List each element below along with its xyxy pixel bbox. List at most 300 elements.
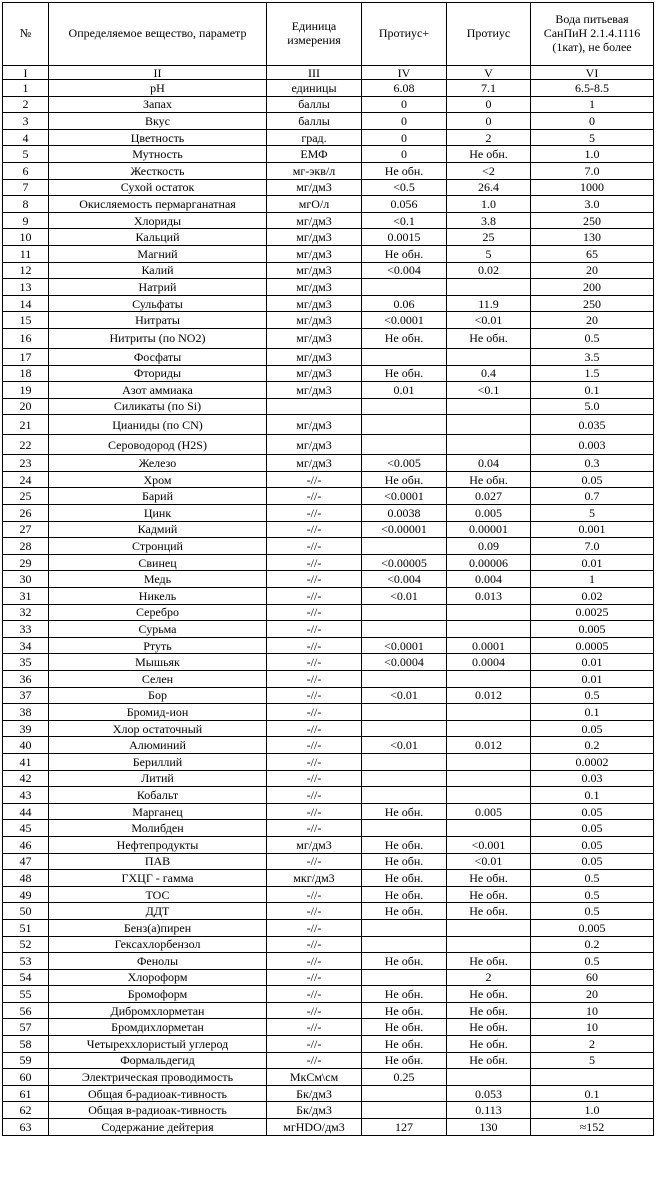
unit: мг/дм3 [267, 262, 362, 279]
norm-value: 0.003 [531, 435, 654, 455]
protius-plus-value: 0 [362, 146, 447, 163]
unit: -//- [267, 671, 362, 688]
parameter-name: Ртуть [49, 637, 267, 654]
row-number: 26 [3, 505, 49, 522]
table-row [3, 637, 654, 654]
unit: -//- [267, 820, 362, 837]
protius-plus-value [362, 787, 447, 804]
norm-value: 1000 [531, 179, 654, 196]
protius-plus-value: <0.00001 [362, 521, 447, 538]
parameter-name: Бромоформ [49, 986, 267, 1003]
row-number: 29 [3, 554, 49, 571]
row-number: 15 [3, 312, 49, 329]
protius-value: Не обн. [447, 953, 531, 970]
table-row [3, 129, 654, 146]
row-number: 23 [3, 455, 49, 472]
protius-plus-value [362, 415, 447, 435]
roman-cell: II [49, 66, 267, 80]
table-row [3, 538, 654, 555]
protius-plus-value: Не обн. [362, 853, 447, 870]
unit: -//- [267, 654, 362, 671]
norm-value: 1.5 [531, 365, 654, 382]
unit: мг/дм3 [267, 179, 362, 196]
row-number: 19 [3, 382, 49, 399]
table-row [3, 986, 654, 1003]
table-row [3, 382, 654, 399]
unit: -//- [267, 803, 362, 820]
roman-cell: I [3, 66, 49, 80]
protius-plus-value [362, 671, 447, 688]
protius-value [447, 720, 531, 737]
norm-value: 0.0005 [531, 637, 654, 654]
unit: -//- [267, 919, 362, 936]
roman-cell: VI [531, 66, 654, 80]
row-number: 41 [3, 753, 49, 770]
roman-cell: IV [362, 66, 447, 80]
norm-value [531, 1069, 654, 1086]
row-number: 18 [3, 365, 49, 382]
protius-value: 5 [447, 245, 531, 262]
norm-value: 1.0 [531, 1102, 654, 1119]
parameter-name: Бор [49, 687, 267, 704]
row-number: 61 [3, 1085, 49, 1102]
table-row [3, 588, 654, 605]
row-number: 44 [3, 803, 49, 820]
unit: -//- [267, 588, 362, 605]
unit: Бк/дм3 [267, 1102, 362, 1119]
row-number: 53 [3, 953, 49, 970]
norm-value: 0.01 [531, 654, 654, 671]
table-row [3, 571, 654, 588]
table-row [3, 886, 654, 903]
parameter-name: ПАВ [49, 853, 267, 870]
norm-value: 5 [531, 505, 654, 522]
unit: -//- [267, 604, 362, 621]
protius-plus-value [362, 538, 447, 555]
protius-plus-value: <0.0004 [362, 654, 447, 671]
header-protius-plus: Протиус+ [362, 3, 447, 66]
row-number: 16 [3, 328, 49, 348]
protius-value [447, 398, 531, 415]
table-row [3, 1102, 654, 1119]
protius-value: 0.013 [447, 588, 531, 605]
parameter-name: Бериллий [49, 753, 267, 770]
protius-value: Не обн. [447, 903, 531, 920]
protius-plus-value: <0.01 [362, 588, 447, 605]
parameter-name: Нефтепродукты [49, 836, 267, 853]
protius-value: 0.004 [447, 571, 531, 588]
table-row [3, 196, 654, 213]
table-row [3, 903, 654, 920]
norm-value: 250 [531, 212, 654, 229]
protius-value: 0.012 [447, 687, 531, 704]
row-number: 27 [3, 521, 49, 538]
protius-plus-value: <0.1 [362, 212, 447, 229]
norm-value: 0 [531, 113, 654, 130]
unit: Бк/дм3 [267, 1085, 362, 1102]
row-number: 25 [3, 488, 49, 505]
protius-plus-value: <0.01 [362, 687, 447, 704]
unit: мг/дм3 [267, 229, 362, 246]
parameter-name: Никель [49, 588, 267, 605]
parameter-name: Мышьяк [49, 654, 267, 671]
protius-plus-value: Не обн. [362, 903, 447, 920]
protius-value: <2 [447, 162, 531, 179]
norm-value: 0.5 [531, 870, 654, 887]
table-row [3, 179, 654, 196]
row-number: 3 [3, 113, 49, 130]
parameter-name: Натрий [49, 279, 267, 296]
protius-value [447, 704, 531, 721]
parameter-name: Нитраты [49, 312, 267, 329]
unit: мг/дм3 [267, 212, 362, 229]
norm-value: 0.5 [531, 687, 654, 704]
parameter-name: Формальдегид [49, 1052, 267, 1069]
protius-plus-value [362, 398, 447, 415]
protius-plus-value: Не обн. [362, 1002, 447, 1019]
protius-plus-value: <0.5 [362, 179, 447, 196]
table-row [3, 262, 654, 279]
unit: мг/дм3 [267, 279, 362, 296]
row-number: 52 [3, 936, 49, 953]
norm-value: 0.01 [531, 554, 654, 571]
parameter-name: Сухой остаток [49, 179, 267, 196]
row-number: 5 [3, 146, 49, 163]
water-analysis-table [2, 2, 654, 1136]
protius-value: 26.4 [447, 179, 531, 196]
protius-value: <0.001 [447, 836, 531, 853]
parameter-name: Селен [49, 671, 267, 688]
norm-value: ≈152 [531, 1119, 654, 1136]
protius-plus-value [362, 348, 447, 365]
table-row [3, 554, 654, 571]
parameter-name: Свинец [49, 554, 267, 571]
table-row [3, 820, 654, 837]
protius-plus-value: <0.004 [362, 571, 447, 588]
unit: -//- [267, 903, 362, 920]
row-number: 51 [3, 919, 49, 936]
protius-value: Не обн. [447, 870, 531, 887]
unit: -//- [267, 787, 362, 804]
norm-value: 7.0 [531, 538, 654, 555]
table-row [3, 435, 654, 455]
parameter-name: Хром [49, 471, 267, 488]
table-row [3, 753, 654, 770]
row-number: 10 [3, 229, 49, 246]
table-row [3, 398, 654, 415]
row-number: 22 [3, 435, 49, 455]
protius-plus-value: Не обн. [362, 471, 447, 488]
header-unit: Единица измерения [267, 3, 362, 66]
protius-plus-value [362, 279, 447, 296]
norm-value: 0.3 [531, 455, 654, 472]
protius-value [447, 919, 531, 936]
protius-value: 7.1 [447, 80, 531, 97]
norm-value: 3.0 [531, 196, 654, 213]
row-number: 40 [3, 737, 49, 754]
row-number: 6 [3, 162, 49, 179]
row-number: 57 [3, 1019, 49, 1036]
norm-value: 0.05 [531, 836, 654, 853]
protius-plus-value: 6.08 [362, 80, 447, 97]
row-number: 43 [3, 787, 49, 804]
protius-value: 0.02 [447, 262, 531, 279]
table-row [3, 671, 654, 688]
parameter-name: Общая в-радиоак-тивность [49, 1102, 267, 1119]
parameter-name: Сурьма [49, 621, 267, 638]
protius-plus-value: Не обн. [362, 365, 447, 382]
parameter-name: Фториды [49, 365, 267, 382]
roman-cell: III [267, 66, 362, 80]
table-row [3, 687, 654, 704]
norm-value: 1 [531, 96, 654, 113]
norm-value: 0.01 [531, 671, 654, 688]
parameter-name: ДДТ [49, 903, 267, 920]
parameter-name: Сероводород (H2S) [49, 435, 267, 455]
parameter-name: Кадмий [49, 521, 267, 538]
protius-value [447, 279, 531, 296]
parameter-name: Хлориды [49, 212, 267, 229]
protius-plus-value [362, 1085, 447, 1102]
protius-value: 0.053 [447, 1085, 531, 1102]
parameter-name: Бенз(а)пирен [49, 919, 267, 936]
table-row [3, 936, 654, 953]
row-number: 59 [3, 1052, 49, 1069]
protius-value: Не обн. [447, 1019, 531, 1036]
table-row [3, 1002, 654, 1019]
table-row [3, 704, 654, 721]
norm-value: 0.5 [531, 886, 654, 903]
parameter-name: Стронций [49, 538, 267, 555]
norm-value: 0.1 [531, 704, 654, 721]
unit: -//- [267, 687, 362, 704]
unit: -//- [267, 1019, 362, 1036]
row-number: 13 [3, 279, 49, 296]
protius-value: <0.01 [447, 312, 531, 329]
protius-plus-value [362, 820, 447, 837]
unit: мг/дм3 [267, 312, 362, 329]
protius-plus-value: <0.004 [362, 262, 447, 279]
protius-value: 130 [447, 1119, 531, 1136]
norm-value: 0.05 [531, 820, 654, 837]
norm-value: 0.005 [531, 621, 654, 638]
row-number: 30 [3, 571, 49, 588]
row-number: 54 [3, 969, 49, 986]
parameter-name: Калий [49, 262, 267, 279]
protius-value: 0.027 [447, 488, 531, 505]
unit: -//- [267, 1052, 362, 1069]
row-number: 7 [3, 179, 49, 196]
parameter-name: Дибромхлорметан [49, 1002, 267, 1019]
protius-value: 0.0004 [447, 654, 531, 671]
parameter-name: Цветность [49, 129, 267, 146]
protius-value: Не обн. [447, 886, 531, 903]
row-number: 28 [3, 538, 49, 555]
norm-value: 0.2 [531, 936, 654, 953]
protius-value [447, 415, 531, 435]
protius-value: 0.0001 [447, 637, 531, 654]
table-row [3, 245, 654, 262]
row-number: 62 [3, 1102, 49, 1119]
protius-value [447, 604, 531, 621]
row-number: 9 [3, 212, 49, 229]
unit: -//- [267, 770, 362, 787]
unit: мкг/дм3 [267, 870, 362, 887]
table-row [3, 853, 654, 870]
norm-value: 0.1 [531, 787, 654, 804]
parameter-name: ТОС [49, 886, 267, 903]
protius-plus-value [362, 621, 447, 638]
norm-value: 0.05 [531, 720, 654, 737]
parameter-name: Силикаты (по Si) [49, 398, 267, 415]
unit: ЕМФ [267, 146, 362, 163]
protius-value: 0.4 [447, 365, 531, 382]
norm-value: 0.2 [531, 737, 654, 754]
protius-plus-value: Не обн. [362, 1019, 447, 1036]
table-row [3, 295, 654, 312]
table-row [3, 229, 654, 246]
table-row [3, 521, 654, 538]
parameter-name: Марганец [49, 803, 267, 820]
table-row [3, 279, 654, 296]
parameter-name: Фенолы [49, 953, 267, 970]
unit: -//- [267, 853, 362, 870]
row-number: 32 [3, 604, 49, 621]
table-row [3, 348, 654, 365]
unit: мг-экв/л [267, 162, 362, 179]
norm-value: 6.5-8.5 [531, 80, 654, 97]
norm-value: 20 [531, 262, 654, 279]
protius-plus-value: Не обн. [362, 328, 447, 348]
row-number: 42 [3, 770, 49, 787]
table-row [3, 1019, 654, 1036]
norm-value: 250 [531, 295, 654, 312]
parameter-name: Литий [49, 770, 267, 787]
parameter-name: Хлор остаточный [49, 720, 267, 737]
protius-value [447, 348, 531, 365]
row-number: 56 [3, 1002, 49, 1019]
protius-plus-value: Не обн. [362, 1036, 447, 1053]
row-number: 24 [3, 471, 49, 488]
unit: -//- [267, 936, 362, 953]
protius-value: 0 [447, 96, 531, 113]
protius-value: 3.8 [447, 212, 531, 229]
row-number: 63 [3, 1119, 49, 1136]
table-row [3, 1036, 654, 1053]
table-row [3, 505, 654, 522]
table-row [3, 654, 654, 671]
protius-value [447, 1069, 531, 1086]
row-number: 12 [3, 262, 49, 279]
protius-plus-value [362, 720, 447, 737]
protius-plus-value [362, 1102, 447, 1119]
protius-plus-value: Не обн. [362, 803, 447, 820]
unit: -//- [267, 953, 362, 970]
norm-value: 5.0 [531, 398, 654, 415]
header-num: № [3, 3, 49, 66]
norm-value: 10 [531, 1019, 654, 1036]
parameter-name: Хлороформ [49, 969, 267, 986]
unit: мгО/л [267, 196, 362, 213]
parameter-name: Окисляемость пермарганатная [49, 196, 267, 213]
norm-value: 0.05 [531, 471, 654, 488]
parameter-name: Электрическая проводимость [49, 1069, 267, 1086]
protius-value: 0.005 [447, 505, 531, 522]
protius-value: 0.005 [447, 803, 531, 820]
header-norm: Вода питьевая СанПиН 2.1.4.1116 (1кат), не более [531, 3, 654, 66]
norm-value: 0.035 [531, 415, 654, 435]
norm-value: 0.1 [531, 1085, 654, 1102]
norm-value: 65 [531, 245, 654, 262]
row-number: 46 [3, 836, 49, 853]
row-number: 47 [3, 853, 49, 870]
parameter-name: Сульфаты [49, 295, 267, 312]
protius-value: Не обн. [447, 1002, 531, 1019]
parameter-name: Бромид-ион [49, 704, 267, 721]
protius-plus-value: <0.0001 [362, 637, 447, 654]
unit: -//- [267, 1002, 362, 1019]
protius-value: 0.00001 [447, 521, 531, 538]
table-row [3, 162, 654, 179]
protius-value [447, 936, 531, 953]
unit: мг/дм3 [267, 455, 362, 472]
parameter-name: Бромдихлорметан [49, 1019, 267, 1036]
norm-value: 0.05 [531, 853, 654, 870]
protius-value: 2 [447, 969, 531, 986]
norm-value: 0.1 [531, 382, 654, 399]
unit: мгHDO/дм3 [267, 1119, 362, 1136]
protius-plus-value: 0 [362, 96, 447, 113]
parameter-name: Цианиды (по CN) [49, 415, 267, 435]
protius-plus-value: Не обн. [362, 886, 447, 903]
protius-value [447, 621, 531, 638]
unit: мг/дм3 [267, 348, 362, 365]
row-number: 11 [3, 245, 49, 262]
protius-plus-value [362, 770, 447, 787]
row-number: 60 [3, 1069, 49, 1086]
row-number: 38 [3, 704, 49, 721]
unit: -//- [267, 521, 362, 538]
unit: мг/дм3 [267, 295, 362, 312]
table-row [3, 96, 654, 113]
unit: -//- [267, 737, 362, 754]
norm-value: 3.5 [531, 348, 654, 365]
row-number: 2 [3, 96, 49, 113]
protius-plus-value: <0.0001 [362, 488, 447, 505]
protius-plus-value [362, 435, 447, 455]
norm-value: 200 [531, 279, 654, 296]
unit: мг/дм3 [267, 435, 362, 455]
norm-value: 20 [531, 986, 654, 1003]
protius-plus-value: 0.25 [362, 1069, 447, 1086]
row-number: 49 [3, 886, 49, 903]
unit [267, 398, 362, 415]
protius-plus-value: <0.00005 [362, 554, 447, 571]
table-row [3, 455, 654, 472]
unit: -//- [267, 571, 362, 588]
table-row [3, 212, 654, 229]
norm-value: 0.005 [531, 919, 654, 936]
unit: -//- [267, 753, 362, 770]
row-number: 58 [3, 1036, 49, 1053]
row-number: 20 [3, 398, 49, 415]
row-number: 1 [3, 80, 49, 97]
table-row [3, 328, 654, 348]
parameter-name: Нитриты (по NO2) [49, 328, 267, 348]
protius-plus-value: 0 [362, 113, 447, 130]
protius-plus-value: 0 [362, 129, 447, 146]
unit: -//- [267, 886, 362, 903]
